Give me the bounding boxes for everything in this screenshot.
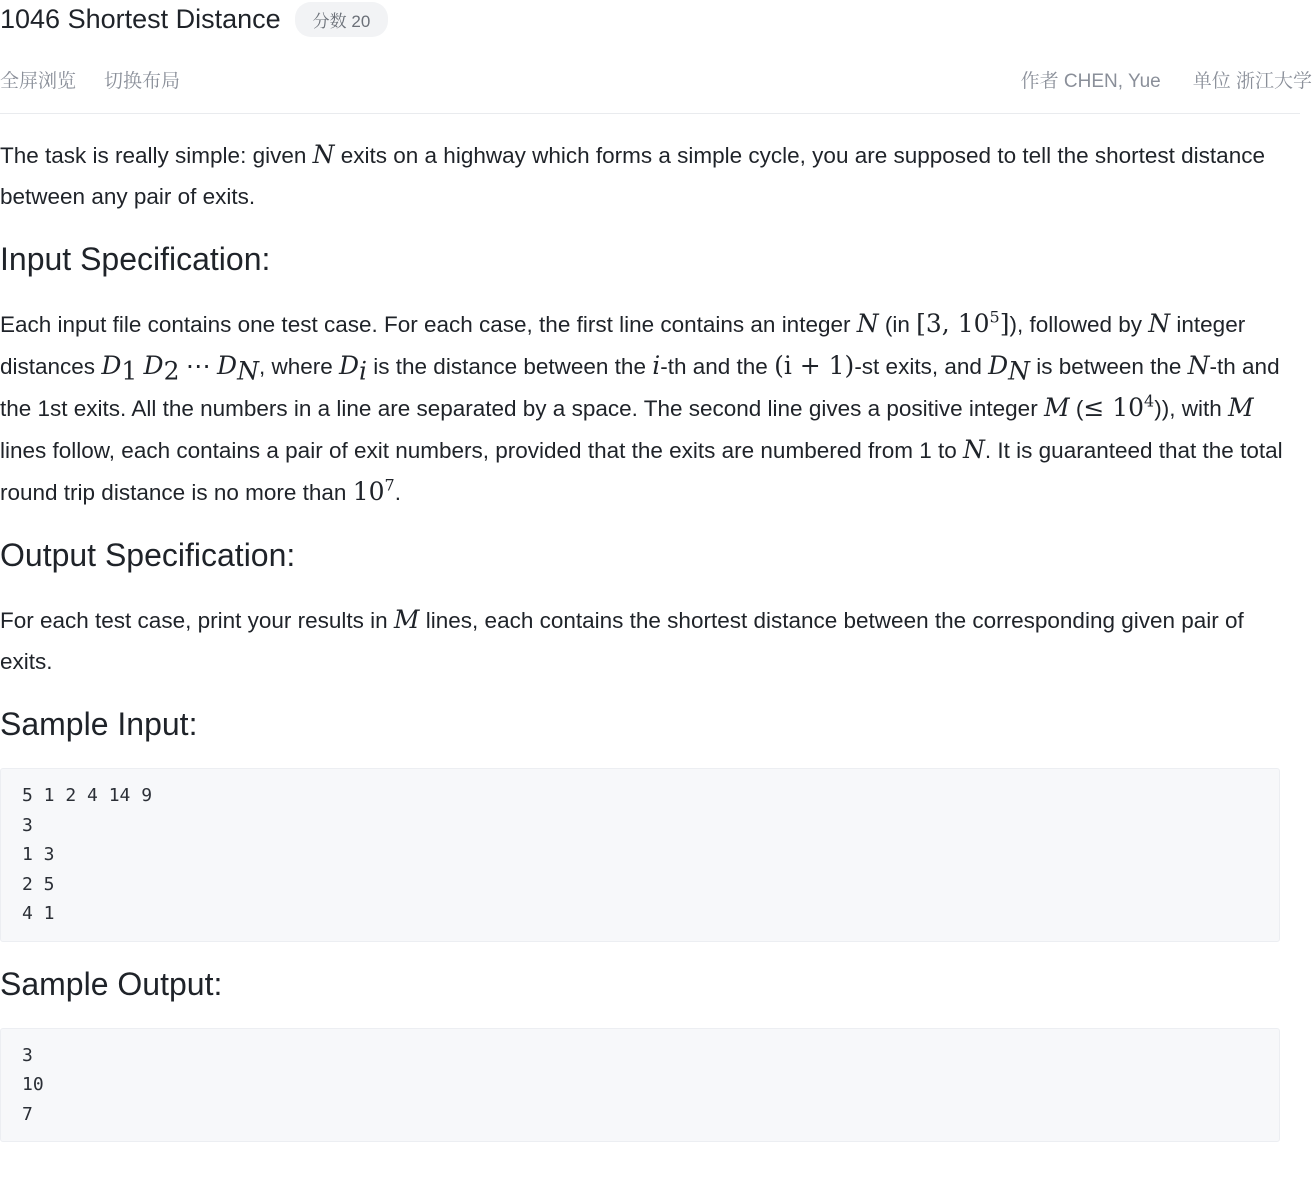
sample-output-heading: Sample Output: (0, 965, 223, 1002)
fullscreen-button[interactable]: 全屏浏览 (0, 70, 77, 92)
toolbar-row (0, 59, 1312, 114)
author-label: 作者 CHEN, Yue (1020, 70, 1161, 92)
intro-paragraph: The task is really simple: given N exits on a highway which forms a simple cycle, you are supposed to tell the shortest distance between any pair of exits. (0, 140, 1265, 209)
sample-output-block[interactable]: 3 10 7 (0, 1028, 1280, 1143)
title-row (0, 0, 1300, 38)
output-spec-heading: Output Specification: (0, 537, 296, 573)
output-spec-paragraph: For each test case, print your results in M lines, each contains the shortest distance between the corresponding given pair of exits. (0, 605, 1244, 674)
score-badge: 分数 20 (295, 2, 389, 37)
problem-title: 1046 Shortest Distance (0, 3, 281, 34)
sample-input-block[interactable]: 5 1 2 4 14 9 3 1 3 2 5 4 1 (0, 768, 1280, 942)
sample-input-heading: Sample Input: (0, 706, 198, 742)
problem-description (0, 134, 1292, 1142)
unit-label: 单位 浙江大学 (1192, 70, 1312, 92)
switch-layout-button[interactable]: 切换布局 (104, 70, 181, 92)
input-spec-heading: Input Specification: (0, 241, 271, 277)
input-spec-paragraph: Each input file contains one test case. For each case, the first line contains an integer N (in [3, $10^5$]), followed by N integer distances $D_1$ $D_2$ ⋯ $D_N$, where $D_i$ is the distance between the i-th and the (i + 1)-st exits, and $D_N$ is between the N-th and the 1st exits. All the numbers in a line are separated by a space. The second line gives a positive integer M (≤ $10^4$)), with M lines follow, each contains a pair of exit numbers, provided that the exits are numbered from 1 to N. It is guaranteed that the total round trip distance is no more than $10^7$. (0, 307, 1283, 506)
view-controls (0, 66, 208, 93)
problem-meta (989, 66, 1312, 93)
